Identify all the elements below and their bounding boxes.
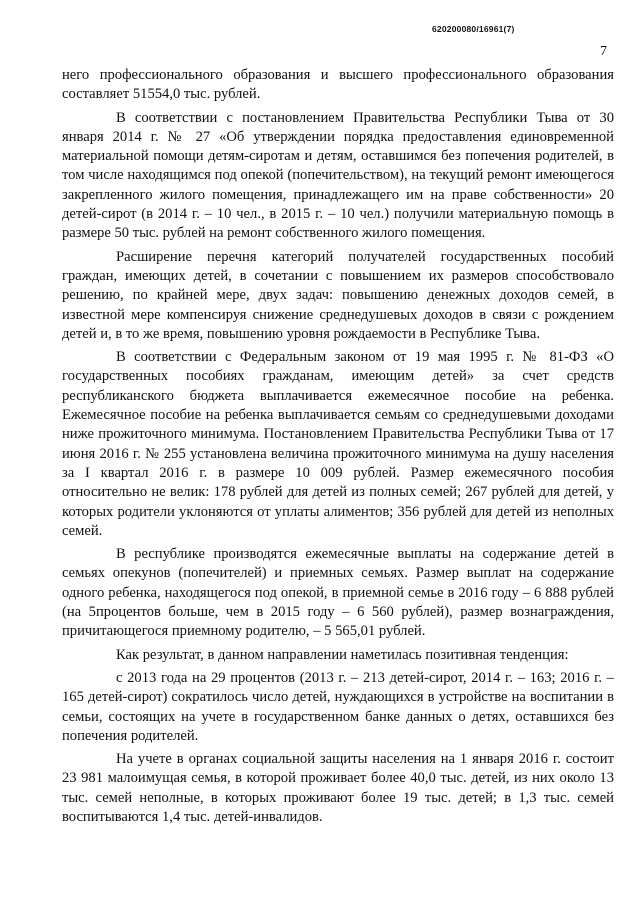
page-number: 7 bbox=[600, 44, 607, 59]
paragraph-child-allowance: В соответствии с Федеральным законом от 19 мая 1995 г. № 81-ФЗ «О государственных пособиях гражданам, имеющим детей» за счет средств республиканского бюджета выплачивается ежемесячное пособие на ребенка. Ежемесячное пособие на ребенка выплачивается семьям со среднедушевыми доходами ниже прожиточного минимума. Постановлением Правительства Республики Тыва от 17 июня 2016 г. № 255 установлена величина прожиточного минимума на душу населения за I квартал 2016 г. в размере 10 009 рублей. Размер ежемесячного пособия относительно не велик: 178 рублей для детей из полных семей; 267 рублей для детей, у которых родители уклоняются от уплаты алиментов; 356 рублей для детей из неполных семей. bbox=[62, 349, 614, 539]
paragraph-orphans-housing-aid: В соответствии с постановлением Правительства Республики Тыва от 30 января 2014 г. № 27 «Об утверждении порядка предоставления единовременной материальной помощи детям-сиротам и детям, оставшимся без попечения родителей, в том числе находящимся под опекой (попечительством), на текущий ремонт имеющегося закрепленного жилого помещения, принадлежащего им на праве собственности» 20 детей-сирот (в 2014 г. – 10 чел., в 2015 г. – 10 чел.) получили материальную помощь в размере 50 тыс. рублей на ремонт собственного жилого помещения. bbox=[62, 109, 614, 242]
paragraph-orphans-decline: с 2013 года на 29 процентов (2013 г. – 213 детей-сирот, 2014 г. – 163; 2016 г. – 165 детей-сирот) сократилось число детей, нуждающихся в устройстве на воспитании в семьи, состоящих на учете в государственном банке данных о детях, оставшихся без попечения родителей. bbox=[62, 669, 614, 744]
document-id: 620200080/16961(7) bbox=[432, 24, 515, 34]
paragraph-education-budget: него профессионального образования и высшего профессионального образования составляет 51554,0 тыс. рублей. bbox=[62, 67, 614, 103]
document-body bbox=[62, 66, 614, 831]
paragraph-benefits-expansion: Расширение перечня категорий получателей государственных пособий граждан, имеющих детей, в сочетании с повышением их размеров способствовало решению, по крайней мере, двух задач: повышению денежных доходов семей, в известной мере компенсируя снижение среднедушевых доходов в связи с рождением детей и, в то же время, повышению уровня рождаемости в Республике Тыва. bbox=[62, 248, 614, 342]
paragraph-low-income-families: На учете в органах социальной защиты населения на 1 января 2016 г. состоит 23 981 малоимущая семья, в которой проживает более 40,0 тыс. детей, из них около 13 тыс. семей неполные, в которых проживают более 19 тыс. детей; в 1,3 тыс. семей воспитываются 1,4 тыс. детей-инвалидов. bbox=[62, 751, 614, 825]
paragraph-positive-trend: Как результат, в данном направлении наметилась позитивная тенденция: bbox=[116, 646, 569, 663]
paragraph-foster-payments: В республике производятся ежемесячные выплаты на содержание детей в семьях опекунов (попечителей) и приемных семьях. Размер выплат на содержание одного ребенка, находящегося под опекой, в приемной семье в 2016 году – 6 888 рублей (на 5процентов больше, чем в 2015 году – 6 560 рублей), размер вознаграждения, причитающегося приемному родителю, – 5 565,01 рублей. bbox=[62, 546, 614, 640]
